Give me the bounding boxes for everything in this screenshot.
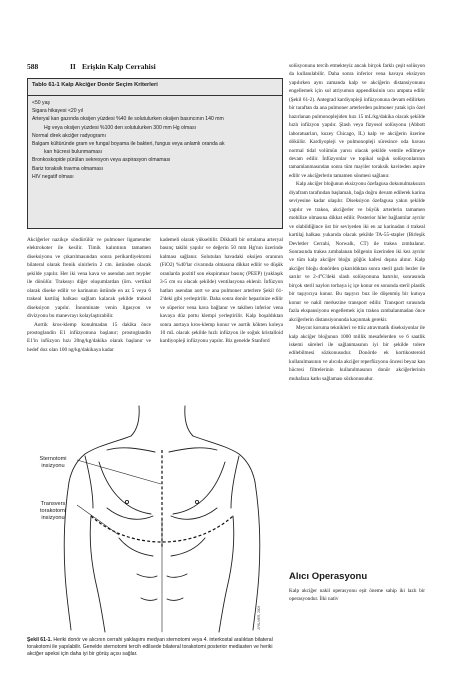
thoracotomy-leader-line xyxy=(77,505,119,535)
table-items xyxy=(32,99,280,181)
paragraph: Meycut koruma teknikleri ve ttiiz atravmatik diseksiyonlar ile kalp akciğer bloğunun 1000 millik mesafelerden ve 6 saatlik iskemi süreleri ile sağlanmasının iyi bir şekilde tolere edilebilmesi sözkonusudur. Donörde ek kortikosteroid kullanılmasının ve alıcıda akciğer reperfüzyonu öncesi beyaz kan hücresi filtrelerinin kullanılmasının donör akciğerlerinin muhafaza katkı sağlaması sözkonusudur. xyxy=(289,325,425,382)
figure-caption xyxy=(27,637,283,659)
table-divider xyxy=(28,95,282,96)
table-item: Sigara hikayesi <20 yıl xyxy=(32,108,84,115)
table-item-continued: kan hücresi bulunmaması xyxy=(44,149,103,156)
section-body xyxy=(289,587,425,604)
paragraph: Aortik kros-klemp konulmadan 15 dakika önce prostoglandin E1 infüzyonuna başlanır; prostoglandin E1'in infüzyon hızı 20ng/kg/dakika olarak başlanır ve hedef doz olan 100 ng/kg/dakikaya kadar xyxy=(27,321,151,353)
body-column-right xyxy=(289,62,425,383)
table-item: HIV negatif olması xyxy=(32,173,74,180)
table-item: Arteryal kan gazında oksijen yüzdesi %40 ile solutulurken oksijen basıncının 140 mm xyxy=(32,116,224,123)
table-item: Normal direk akciğer radyogramı xyxy=(32,132,106,139)
caption-text: Heriki donör ve alıcının cerrahi yaklaşımı medyan sternotomi veya 4. interkostal aralıktan bilateral torakotomi ile yapılabilir. Genelde sternotomi tercih edilsede bilateral torakotomi posterior mediasten ve heriki akciğer apeksi için daha iyi bir görüş açısı sağlar. xyxy=(27,637,273,658)
donor-criteria-table xyxy=(27,78,283,229)
table-item: Bariz toraksik travma olmaması xyxy=(32,165,104,172)
page-number: 588 xyxy=(27,62,39,71)
body-column-middle xyxy=(160,236,283,346)
sternotomy-leader-line xyxy=(77,460,161,484)
paragraph: Kalp akciğer bloğunun eksizyonu özefagusa dokunulmaksızın diyafram tarafından başlamalı, bağa doğru devam edilerek karina seviyesine kadar ulaşılır. Diseksiyon özefagusa yakın şekilde yapılır ve trakea, akciğerler ve büyük arterlerin tamamen mobilize olmasına dikkat edilir. Posterior hiler bağlantılar ayrılır ve olabildiğince üst bir seviyeden iki en az karinadan 4 trakeal kartilaj halkası yukarıda olacak şekilde TA-55-stapler (Birleşik Devletler Cerrahi, Norwalk, CT) ile trakea zımbalanır. Sonrasında trakea zımbalanan bölgenin üzerinden iki kez ayrılır ve tüm kalp akciğer bloğu göğüs kafesi dışına alınır. Kalp akciğer bloğu donörden çıkarıldıktan sonra steril gazlı bezler ile sarılır ve 2-4°C'deki slash solüsyonuna batırılır, sonrasında birçok steril naylon torbaya iç içe konur en sonunda steril plastik bir taşıyıcıya konur. Bu taşıyıcı buz ile döşenmiş bir kutuya konur ve nakil merkezine transport edilir. Transport sırasında fazla ekspansiyonu engellemek için trakea zımbalanmadan önce akciğerlerin distansiyonunda kaçınmak gerekir. xyxy=(289,181,425,323)
table-title: Tablo 61-1 Kalp Akciğer Donör Seçim Kriterleri xyxy=(32,82,158,88)
table-item: Balgam kültüründe gram ve fungal boyama ile bakteri, fungus veya anlamlı oranda ak xyxy=(32,141,225,148)
caption-label: Şekil 61-1. xyxy=(27,637,52,643)
label-sternotomy-incision: Sternotomi insizyonu xyxy=(39,456,67,469)
table-item-continued: Hg veya oksijen yüzdesi %100 den solutulurken 300 mm Hg olması xyxy=(44,124,197,131)
label-transverse-thoracotomy: Transvers torakotomi insizyonu xyxy=(39,501,67,521)
running-head-title: Erişkin Kalp Cerrahisi xyxy=(82,62,156,71)
table-item: <50 yaş xyxy=(32,100,50,106)
body-column-left xyxy=(27,236,151,354)
section-heading: Alıcı Operasyonu xyxy=(289,571,368,582)
paragraph: Kalp akciğer nakil operasyonu eşit öneme sahip iki lazlı bir operasyondur. İlki nativ xyxy=(289,588,425,603)
paragraph: Akciğerler nazikçe söndürülür ve pulmoner ligamentler elektrokoter ile kesilir. Timik kalıntının tamamen diseksiyonu ve çıkarılmasından sonra perikardiyektomi bilateral olarak frenik sinirlerin 2 cm. üstünden olacak şekilde yapılır. Her iki vena kava ve asendan aort teypler ile dönülür. Trakeayı diğer oluşumlardan (örn. vertikal olarak diseke edilir ve karinanın üstünde en az 5 veya 6 trakeal kartilaj halkası sağlam kalacak şekilde trakeal diseksiyon yapılır. İnnominate venin ligasyon ve divizyonu bu manevrayı kolaylaştırabilir. xyxy=(27,237,151,320)
illustrator-signature: J.PALMER, 2009 xyxy=(257,605,261,630)
paragraph: kademeli olarak yükseltilir. Dikkatli bir ortalama arteryal basınç takibi yapılır ve değerin 50 mm Hg'nın üzerinde kalması sağlanır. Solutulan havadaki oksijen oranının (FiO2) %40'lar civarında olmasına dikkat edilir ve düşük oranlarda pozitif son ekspiratuar basınç (PEEP) (yaklaşık 3-5 cm su olacak şekilde) ventilasyona eklenir. İnfüzyon hatları asendan aort ve ana pulmoner arterlere Şekil 61-2'deki gibi yerleştirilir. Daha sonra donör heparinize edilir ve süperior vena kava bağlanır ve takiben inferior vena kavaya düz pottu klempi yerleştirilir. Kalp boşaldıktan sonra aortaya kros-klemp konur ve aortik kökten koleya 10 mL olacak şekilde hızlı infüzyon ile soğuk kristalloid kardiyopleji infüzyonu yapılır. Biz genelde Stanford xyxy=(160,237,283,345)
paragraph: solüsyonunu tercih etmekteyiz ancak birçok farklı çeşit solüsyon da kullanılabilir. Daha sonra inferior vena kavaya eksizyon yapılırken aynı zamanda kalp ve akciğerin distansiyonunu engellemek için sol atriyumun appendiksinin ucu amputa edilir (Şekil 61-2). Antegrad kardiyopleji infüzyonuna devam edilirken bir taraftan da ana pulmoner arterlerden pulmoner yatak için özel hazırlanan pulmonoplejiden hızı 15 mL/kg/dakika olacak şekilde hızlı infüzyon yapılır. Şlash veya fizyosol solüsyonu (Abbott laboratuarları, kuzey Chicago, IL) kalp ve akciğerin üzerine dökülür. Kardiyopleji ve pulmonopleji süresince oda havası normal tidal volümün yarısı olacak şekilde ventile edilmeye devam edilir. İnfüzyonlar ve topikal soğuk solüsyonlarının tamamlanmasından sonra tüm mayiler toraksik kaviteden aspire edilir ve akciğerlerin tamamen sönmesi sağlanır. xyxy=(289,63,425,179)
table-item: Bronkoskopide pürülan sekresyon veya aspirasyon olmaması xyxy=(32,157,171,164)
part-numeral: II xyxy=(70,62,76,71)
